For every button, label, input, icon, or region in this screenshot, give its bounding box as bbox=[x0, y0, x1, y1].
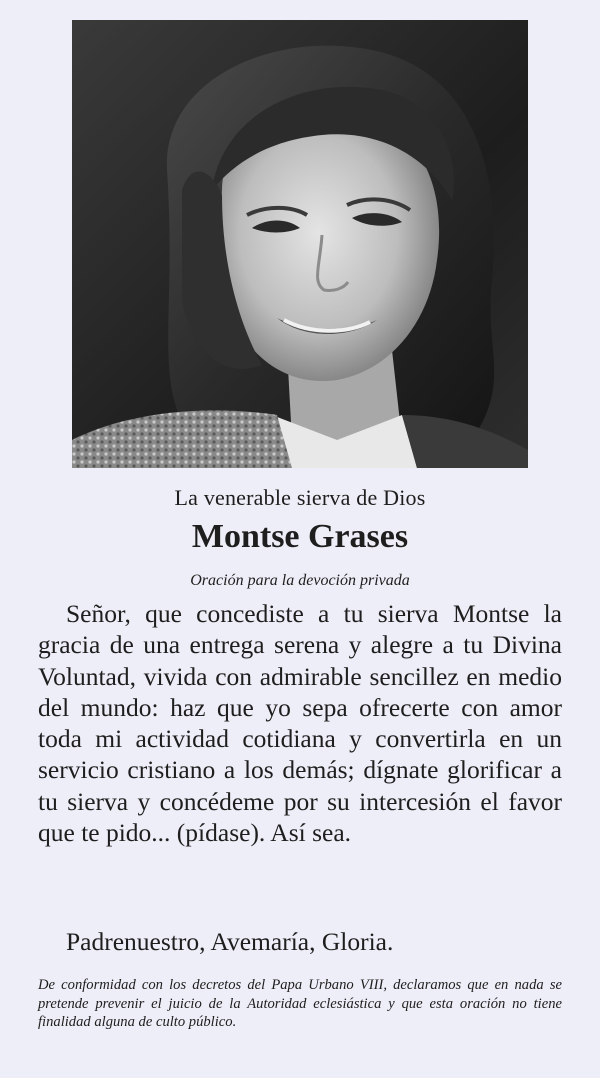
prayer-title: Oración para la devoción privada bbox=[190, 572, 410, 589]
closing-prayers: Padrenuestro, Avemaría, Gloria. bbox=[66, 927, 394, 956]
portrait-image bbox=[72, 20, 528, 468]
disclaimer-text: De conformidad con los decretos del Papa Urbano VIII, declaramos que en nada se pretende prevenir el juicio de la Autoridad eclesiástica y que esta oración no tiene finalidad alguna de culto público. bbox=[38, 977, 562, 1030]
card-subtitle: La venerable sierva de Dios bbox=[174, 485, 426, 510]
portrait-photo bbox=[72, 20, 528, 468]
saint-name: Montse Grases bbox=[191, 518, 409, 555]
prayer-text: Señor, que concediste a tu sierva Montse la gracia de una entrega serena y alegre a tu Divina Voluntad, vivida con admirable sencillez en medio del mundo: haz que yo sepa ofrecerte con amor toda mi actividad cotidiana y convertirla en un servicio cristiano a los demás; dígnate glorificar a tu sierva y concédeme por su intercesión el favor que te pido... (pídase). Así sea. bbox=[38, 599, 562, 848]
